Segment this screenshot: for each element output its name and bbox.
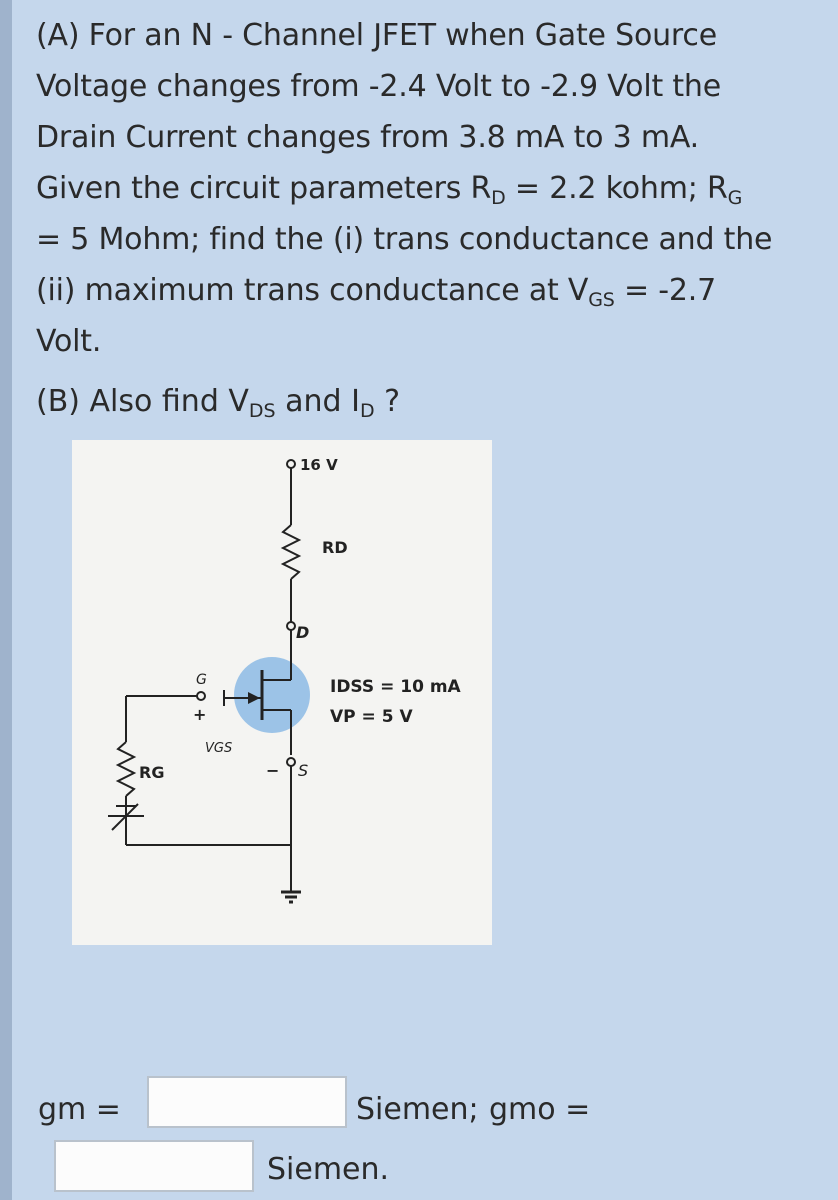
question-line-1: (A) For an N - Channel JFET when Gate Source — [36, 18, 717, 53]
gmo-label: gmo = — [489, 1092, 591, 1127]
question-part-a — [36, 10, 816, 367]
gm-unit: Siemen; — [356, 1092, 479, 1127]
vds-subscript: DS — [248, 400, 276, 422]
source-minus: − — [266, 761, 280, 780]
gmo-unit: Siemen. — [267, 1152, 390, 1187]
vp-label: VP = 5 V — [330, 707, 413, 727]
rg-resistor — [118, 742, 134, 796]
gate-label: G — [196, 672, 207, 688]
id-subscript: D — [360, 400, 375, 422]
supply-terminal — [287, 460, 295, 468]
vgs-value: = -2.7 — [614, 273, 716, 308]
rd-text: Given the circuit parameters R — [36, 171, 492, 206]
rg-text: = 2.2 kohm; R — [505, 171, 728, 206]
source-label: S — [298, 761, 309, 780]
rd-subscript: D — [491, 187, 506, 209]
rd-label: RD — [322, 538, 348, 557]
question-line-6 — [36, 265, 816, 316]
question-line-2: Voltage changes from -2.4 Volt to -2.9 Volt the — [36, 69, 721, 104]
circuit-svg — [72, 440, 492, 945]
vgs-label: VGS — [205, 741, 233, 756]
idss-label: IDSS = 10 mA — [330, 677, 461, 697]
vgs-subscript: GS — [588, 289, 615, 311]
question-line-7: Volt. — [36, 324, 102, 359]
question-line-3: Drain Current changes from 3.8 mA to 3 mA. — [36, 120, 699, 155]
gmo-input[interactable] — [54, 1140, 254, 1192]
part-b-prefix: (B) Also find V — [36, 384, 249, 419]
part-b-mid: and I — [275, 384, 360, 419]
circuit-diagram — [72, 440, 492, 945]
question-line-5: = 5 Mohm; find the (i) trans conductance and the — [36, 222, 773, 257]
jfet-body — [234, 657, 310, 733]
vgs-plus: + — [193, 705, 207, 724]
rd-resistor — [283, 525, 299, 579]
rg-subscript: G — [727, 187, 743, 209]
part-b-suffix: ? — [374, 384, 401, 419]
drain-label: D — [296, 623, 310, 642]
question-line-4 — [36, 163, 816, 214]
supply-label: 16 V — [300, 456, 338, 474]
gate-terminal — [197, 692, 205, 700]
rg-label: RG — [139, 763, 165, 782]
gm-label: gm = — [38, 1092, 121, 1127]
source-terminal — [287, 758, 295, 766]
question-part-b — [36, 384, 401, 422]
page-edge — [0, 0, 12, 1200]
drain-terminal — [287, 622, 295, 630]
gm-input[interactable] — [147, 1076, 347, 1128]
vgs-text: (ii) maximum trans conductance at V — [36, 273, 589, 308]
